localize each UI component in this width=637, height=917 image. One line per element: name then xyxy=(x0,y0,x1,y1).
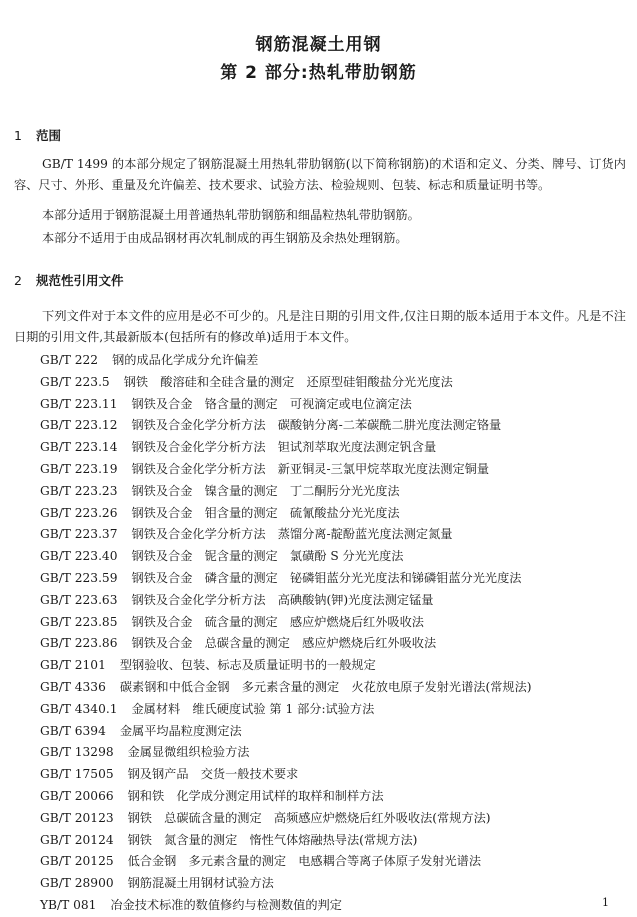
reference-code: GB/T 20124 xyxy=(40,832,114,847)
reference-title: 钢铁及合金化学分析方法 钽试剂萃取光度法测定钒含量 xyxy=(131,440,437,455)
reference-code: GB/T 4336 xyxy=(40,679,106,694)
reference-title: 钢铁 酸溶硅和全硅含量的测定 还原型硅钼酸盐分光光度法 xyxy=(123,374,453,389)
reference-code: GB/T 20066 xyxy=(40,788,114,803)
reference-code: GB/T 13298 xyxy=(40,745,114,760)
reference-code: GB/T 223.23 xyxy=(40,483,118,498)
reference-title: 钢铁及合金 铌含量的测定 氯磺酚 S 分光光度法 xyxy=(131,549,404,564)
reference-code: GB/T 223.85 xyxy=(40,614,118,629)
reference-list xyxy=(40,350,630,917)
reference-title: 钢铁 总碳硫含量的测定 高频感应炉燃烧后红外吸收法(常规方法) xyxy=(127,810,491,825)
reference-item xyxy=(40,655,630,677)
reference-item xyxy=(40,372,630,394)
reference-item xyxy=(40,721,630,743)
reference-title: 钢铁及合金化学分析方法 碳酸钠分离-二苯碳酰二肼光度法测定铬量 xyxy=(131,418,502,433)
reference-title: 钢铁及合金 钼含量的测定 硫氰酸盐分光光度法 xyxy=(131,505,400,520)
reference-code: GB/T 223.19 xyxy=(40,461,118,476)
reference-item xyxy=(40,546,630,568)
section-1-heading xyxy=(14,126,61,144)
reference-item xyxy=(40,633,630,655)
reference-item xyxy=(40,830,630,852)
section-2-intro: 下列文件对于本文件的应用是必不可少的。凡是注日期的引用文件,仅注日期的版本适用于本文件。凡是不注日期的引用文件,其最新版本(包括所有的修改单)适用于本文件。 xyxy=(14,309,626,344)
reference-item xyxy=(40,590,630,612)
reference-title: 钢的成品化学成分允许偏差 xyxy=(112,353,259,367)
reference-item xyxy=(40,481,630,503)
reference-code: GB/T 223.11 xyxy=(40,396,118,411)
reference-code: YB/T 081 xyxy=(40,897,97,912)
section-2-heading xyxy=(14,271,124,289)
reference-code: GB/T 223.63 xyxy=(40,592,118,607)
reference-code: GB/T 223.86 xyxy=(40,636,118,651)
reference-item xyxy=(40,503,630,525)
reference-code: GB/T 223.37 xyxy=(40,527,118,542)
reference-item xyxy=(40,808,630,830)
reference-item xyxy=(40,394,630,416)
reference-item xyxy=(40,350,630,372)
reference-code: GB/T 2101 xyxy=(40,658,106,673)
reference-title: 低合金钢 多元素含量的测定 电感耦合等离子体原子发射光谱法 xyxy=(127,854,482,869)
reference-item xyxy=(40,415,630,437)
reference-item xyxy=(40,873,630,895)
reference-title: 钢铁及合金化学分析方法 新亚铜灵-三氯甲烷萃取光度法测定铜量 xyxy=(131,461,490,476)
reference-item xyxy=(40,459,630,481)
reference-code: GB/T 28900 xyxy=(40,876,114,891)
reference-code: GB/T 20125 xyxy=(40,854,114,869)
reference-title: 钢铁及合金 总碳含量的测定 感应炉燃烧后红外吸收法 xyxy=(131,636,437,651)
reference-item xyxy=(40,851,630,873)
section-1-paragraph-3: 本部分不适用于由成品钢材再次轧制成的再生钢筋及余热处理钢筋。 xyxy=(42,231,408,245)
reference-item xyxy=(40,612,630,634)
section-1-paragraph-1: GB/T 1499 的本部分规定了钢筋混凝土用热轧带肋钢筋(以下简称钢筋)的术语和定义、分类、牌号、订货内容、尺寸、外形、重量及允许偏差、技术要求、试验方法、检验规则、包装、标志和质量证明书等。 xyxy=(14,157,626,192)
reference-code: GB/T 223.14 xyxy=(40,440,118,455)
reference-title: 冶金技术标准的数值修约与检测数值的判定 xyxy=(110,897,342,912)
reference-title: 钢筋混凝土用钢材试验方法 xyxy=(127,876,274,891)
reference-code: GB/T 223.26 xyxy=(40,505,118,520)
reference-title: 金属材料 维氏硬度试验 第 1 部分:试验方法 xyxy=(131,701,375,716)
reference-item xyxy=(40,677,630,699)
reference-title: 钢铁及合金化学分析方法 蒸馏分离-靛酚蓝光度法测定氮量 xyxy=(131,527,453,542)
reference-title: 金属显微组织检验方法 xyxy=(127,745,250,760)
reference-item xyxy=(40,568,630,590)
section-2-title: 规范性引用文件 xyxy=(36,273,124,288)
reference-code: GB/T 223.40 xyxy=(40,549,118,564)
reference-title: 钢铁及合金 铬含量的测定 可视滴定或电位滴定法 xyxy=(131,396,412,411)
section-1-number: 1 xyxy=(14,128,22,143)
reference-code: GB/T 223.59 xyxy=(40,570,118,585)
reference-item xyxy=(40,524,630,546)
reference-title: 碳素钢和中低合金钢 多元素含量的测定 火花放电原子发射光谱法(常规法) xyxy=(119,679,532,694)
reference-title: 钢铁及合金化学分析方法 高碘酸钠(钾)光度法测定锰量 xyxy=(131,592,434,607)
section-1-paragraph-2: 本部分适用于钢筋混凝土用普通热轧带肋钢筋和细晶粒热轧带肋钢筋。 xyxy=(42,208,420,222)
reference-item xyxy=(40,742,630,764)
reference-title: 钢铁及合金 磷含量的测定 铋磷钼蓝分光光度法和锑磷钼蓝分光光度法 xyxy=(131,570,522,585)
reference-code: GB/T 6394 xyxy=(40,723,106,738)
reference-code: GB/T 222 xyxy=(40,353,99,367)
reference-item xyxy=(40,895,630,917)
reference-title: 钢铁及合金 镍含量的测定 丁二酮肟分光光度法 xyxy=(131,483,400,498)
reference-item xyxy=(40,437,630,459)
reference-code: GB/T 4340.1 xyxy=(40,701,118,716)
reference-code: GB/T 223.5 xyxy=(40,374,110,389)
reference-title: 钢和铁 化学成分测定用试样的取样和制样方法 xyxy=(127,788,384,803)
reference-title: 钢铁 氮含量的测定 惰性气体熔融热导法(常规方法) xyxy=(127,832,418,847)
reference-item xyxy=(40,786,630,808)
reference-item xyxy=(40,699,630,721)
document-subtitle: 第 2 部分:热轧带肋钢筋 xyxy=(220,63,417,83)
page-number: 1 xyxy=(602,896,609,909)
section-1-title: 范围 xyxy=(36,128,62,143)
reference-title: 金属平均晶粒度测定法 xyxy=(119,723,242,738)
reference-title: 型钢验收、包装、标志及质量证明书的一般规定 xyxy=(119,658,376,673)
reference-code: GB/T 223.12 xyxy=(40,418,118,433)
reference-code: GB/T 20123 xyxy=(40,810,114,825)
reference-title: 钢及钢产品 交货一般技术要求 xyxy=(127,767,299,782)
section-2-number: 2 xyxy=(14,273,22,288)
reference-item xyxy=(40,764,630,786)
reference-code: GB/T 17505 xyxy=(40,767,114,782)
document-title: 钢筋混凝土用钢 xyxy=(255,35,382,55)
reference-title: 钢铁及合金 硫含量的测定 感应炉燃烧后红外吸收法 xyxy=(131,614,424,629)
